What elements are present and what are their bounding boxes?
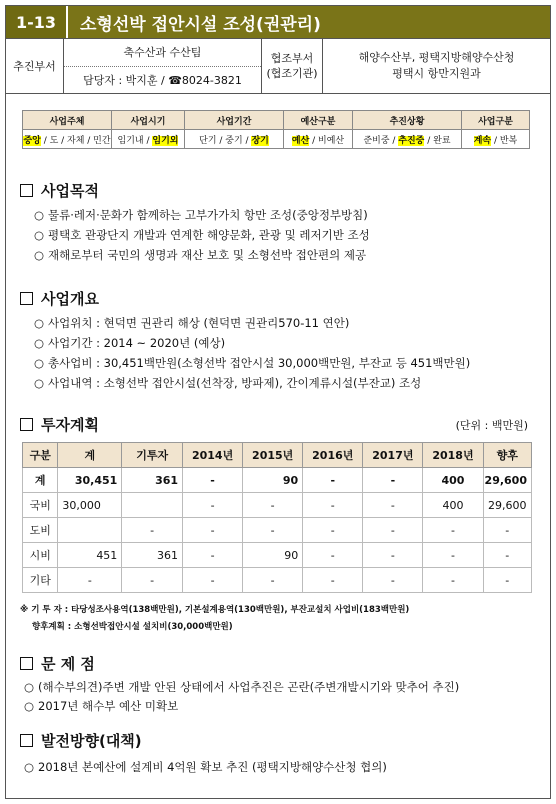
- status-header: 예산구분: [284, 111, 353, 130]
- table-cell: 400: [423, 468, 483, 493]
- table-cell: -: [303, 568, 363, 593]
- table-cell: -: [363, 543, 423, 568]
- checkbox-square-icon: [20, 292, 33, 305]
- table-cell: [58, 518, 122, 543]
- overview-item: [34, 315, 349, 331]
- coop-dept-cell: [323, 39, 550, 93]
- table-cell: 30,000: [58, 493, 122, 518]
- table-cell: -: [243, 568, 303, 593]
- table-cell: -: [183, 493, 243, 518]
- circle-bullet-icon: ○: [34, 316, 45, 330]
- circle-bullet-icon: ○: [34, 208, 45, 222]
- table-cell: -: [183, 468, 243, 493]
- selected-value: 예산: [291, 135, 310, 146]
- status-header: 사업기간: [185, 111, 284, 130]
- unit-label: (단위 : 백만원): [455, 419, 528, 432]
- table-cell: -: [183, 568, 243, 593]
- selected-value: 계속: [473, 135, 492, 146]
- progress-cell: [353, 130, 462, 149]
- item-text: 평택호 관광단지 개발과 연계한 해양문화, 관광 및 레저기반 조성: [48, 228, 370, 242]
- table-row-total: [23, 468, 532, 493]
- manager-contact: 담당자 : 박지훈 / ☎8024-3821: [83, 73, 242, 87]
- option-text: / 비예산: [309, 135, 345, 146]
- project-code: 1-13: [6, 6, 68, 38]
- overview-item: [34, 335, 225, 351]
- table-row: [23, 543, 532, 568]
- table-cell: [122, 493, 183, 518]
- table-header: 계: [58, 443, 122, 468]
- overview-heading: [20, 288, 99, 309]
- coop-label-1: 협조부서: [270, 52, 314, 65]
- investment-table: [22, 442, 532, 593]
- lead-dept-name: 축수산과 수산팀: [64, 39, 261, 67]
- table-cell: -: [423, 518, 483, 543]
- table-cell: -: [243, 493, 303, 518]
- overview-item: [34, 355, 470, 371]
- checkbox-square-icon: [20, 418, 33, 431]
- table-cell: -: [122, 568, 183, 593]
- status-header-row: [23, 111, 530, 130]
- option-text: 준비중 /: [363, 135, 399, 146]
- direction-heading: [20, 730, 142, 751]
- table-cell: -: [183, 518, 243, 543]
- circle-bullet-icon: ○: [34, 376, 45, 390]
- circle-bullet-icon: ○: [34, 336, 45, 350]
- table-cell: -: [303, 468, 363, 493]
- status-header: 사업주체: [23, 111, 112, 130]
- table-header: 2018년: [423, 443, 483, 468]
- table-header: 향후: [483, 443, 531, 468]
- table-cell: 451: [58, 543, 122, 568]
- table-cell: -: [303, 493, 363, 518]
- item-text: 물류·레저·문화가 함께하는 고부가가치 항만 조성(중앙정부방침): [48, 208, 368, 222]
- option-text: / 반복: [491, 135, 518, 146]
- table-cell: -: [363, 468, 423, 493]
- status-header: 추진상황: [353, 111, 462, 130]
- circle-bullet-icon: ○: [34, 248, 45, 262]
- section-title: 문 제 점: [41, 655, 95, 673]
- option-text: 임기내 /: [117, 135, 153, 146]
- selected-value: 추진중: [398, 135, 425, 146]
- selected-value: 임기외: [152, 135, 179, 146]
- table-cell: 국비: [23, 493, 58, 518]
- option-text: 단기 / 중기 /: [199, 135, 252, 146]
- table-header: 기투자: [122, 443, 183, 468]
- table-header: 2014년: [183, 443, 243, 468]
- table-header: 구분: [23, 443, 58, 468]
- status-header: 사업구분: [462, 111, 530, 130]
- item-text: 사업위치 : 현덕면 권관리 해상 (현덕면 권관리570-11 연안): [48, 316, 350, 330]
- purpose-item: [34, 247, 366, 263]
- direction-item: [24, 759, 387, 775]
- title-bar: [6, 6, 550, 39]
- status-value-row: [23, 130, 530, 149]
- type-cell: [462, 130, 530, 149]
- coop-dept-1: 해양수산부, 평택지방해양수산청: [358, 51, 515, 64]
- investment-heading: [20, 414, 99, 435]
- timing-cell: [112, 130, 185, 149]
- budget-cell: [284, 130, 353, 149]
- table-row: [23, 493, 532, 518]
- checkbox-square-icon: [20, 184, 33, 197]
- table-cell: 29,600: [483, 468, 531, 493]
- item-text: 재해로부터 국민의 생명과 재산 보호 및 소형선박 접안편의 제공: [48, 248, 367, 262]
- table-cell: 400: [423, 493, 483, 518]
- table-cell: -: [363, 568, 423, 593]
- investment-header-row: [23, 443, 532, 468]
- table-cell: -: [183, 543, 243, 568]
- table-header: 2016년: [303, 443, 363, 468]
- item-text: 사업기간 : 2014 ~ 2020년 (예상): [48, 336, 226, 350]
- table-cell: -: [363, 493, 423, 518]
- lead-dept-cell: [64, 39, 262, 93]
- table-cell: 361: [122, 543, 183, 568]
- circle-bullet-icon: ○: [34, 356, 45, 370]
- selected-value: 중앙: [23, 135, 41, 146]
- option-text: / 완료: [424, 135, 451, 146]
- problems-heading: [20, 653, 95, 674]
- table-cell: 도비: [23, 518, 58, 543]
- status-table: [22, 110, 530, 149]
- table-cell: 계: [23, 468, 58, 493]
- coop-dept-2: 평택시 항만지원과: [392, 67, 481, 80]
- table-cell: -: [423, 568, 483, 593]
- table-header: 2015년: [243, 443, 303, 468]
- table-cell: -: [423, 543, 483, 568]
- checkbox-square-icon: [20, 657, 33, 670]
- item-text: 사업내역 : 소형선박 접안시설(선착장, 방파제), 간이계류시설(부잔교) 조성: [48, 376, 422, 390]
- purpose-item: [34, 207, 368, 223]
- coop-dept-label: [262, 39, 323, 93]
- table-cell: -: [483, 543, 531, 568]
- coop-label-2: (협조기관): [266, 67, 318, 80]
- item-text: 2018년 본예산에 설계비 4억원 확보 추진 (평택지방해양수산청 협의): [38, 760, 387, 774]
- circle-bullet-icon: ○: [24, 680, 35, 694]
- table-cell: 29,600: [483, 493, 531, 518]
- table-header: 2017년: [363, 443, 423, 468]
- overview-item: [34, 375, 421, 391]
- problem-item: [24, 698, 178, 714]
- period-cell: [185, 130, 284, 149]
- purpose-item: [34, 227, 370, 243]
- checkbox-square-icon: [20, 734, 33, 747]
- future-plan-note: 향후계획 : 소형선박접안시설 설치비(30,000백만원): [32, 622, 233, 632]
- table-cell: -: [483, 518, 531, 543]
- item-text: 총사업비 : 30,451백만원(소형선박 접안시설 30,000백만원, 부잔교 등 451백만원): [48, 356, 471, 370]
- table-cell: -: [483, 568, 531, 593]
- entity-cell: [23, 130, 112, 149]
- investment-note: ※ 기 투 자 : 타당성조사용역(138백만원), 기본설계용역(130백만원), 부잔교설치 사업비(183백만원): [20, 605, 410, 615]
- problem-item: [24, 679, 459, 695]
- table-cell: 90: [243, 543, 303, 568]
- status-header: 사업시기: [112, 111, 185, 130]
- section-title: 사업개요: [41, 290, 99, 308]
- item-text: 2017년 해수부 예산 미확보: [38, 699, 179, 713]
- purpose-heading: [20, 180, 99, 201]
- section-title: 투자계획: [41, 416, 99, 434]
- section-title: 발전방향(대책): [41, 732, 142, 750]
- table-cell: -: [363, 518, 423, 543]
- table-row: [23, 568, 532, 593]
- table-cell: 30,451: [58, 468, 122, 493]
- table-cell: -: [243, 518, 303, 543]
- table-row: [23, 518, 532, 543]
- info-block: [6, 39, 550, 94]
- circle-bullet-icon: ○: [24, 760, 35, 774]
- table-cell: -: [122, 518, 183, 543]
- table-cell: 361: [122, 468, 183, 493]
- lead-dept-label: 추진부서: [6, 39, 64, 93]
- table-cell: 90: [243, 468, 303, 493]
- circle-bullet-icon: ○: [34, 228, 45, 242]
- option-text: / 도 / 자체 / 민간: [40, 135, 111, 146]
- table-cell: -: [58, 568, 122, 593]
- table-cell: -: [303, 518, 363, 543]
- project-title: 소형선박 접안시설 조성(권관리): [68, 6, 550, 38]
- table-cell: 기타: [23, 568, 58, 593]
- item-text: (해수부의견)주변 개발 안된 상태에서 사업추진은 곤란(주변개발시기와 맞추어 추진): [38, 680, 460, 694]
- selected-value: 장기: [251, 135, 269, 146]
- circle-bullet-icon: ○: [24, 699, 35, 713]
- section-title: 사업목적: [41, 182, 99, 200]
- table-cell: 시비: [23, 543, 58, 568]
- table-cell: -: [303, 543, 363, 568]
